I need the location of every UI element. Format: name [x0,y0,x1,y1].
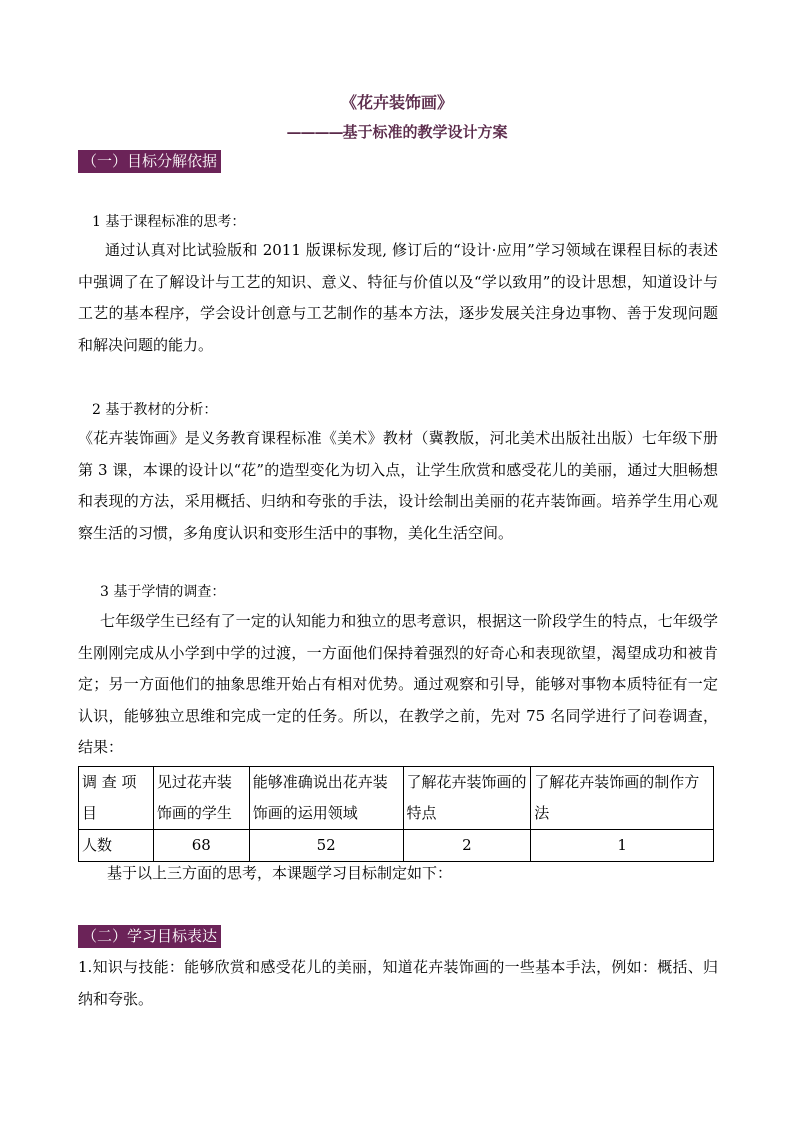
section-heading-2: （二）学习目标表达 [78,925,221,948]
table-row-label: 人数 [79,830,154,862]
item2-heading: 2 基于教材的分析： [92,402,218,418]
document-subtitle [0,121,794,142]
subtitle-text: 基于标准的教学设计方案 [342,123,508,141]
table-header-cell: 见过花卉装饰画的学生 [153,767,249,830]
item1-paragraph: 通过认真对比试验版和 2011 版课标发现, 修订后的“设计·应用”学习领域在课程目标的表述中强调了在了解设计与工艺的知识、意义、特征与价值以及“学以致用”的设计思想，知道设计与工艺的基本程序，学会设计创意与工艺制作的基本方法，逐步发展关注身边事物、善于发现问题和解决问题的能力。 [78,241,718,354]
table-cell: 1 [531,830,714,862]
goal-item-1: 1.知识与技能：能够欣赏和感受花儿的美丽，知道花卉装饰画的一些基本手法，例如：概括、归纳和夸张。 [78,958,718,1008]
document-title: 《花卉装饰画》 [340,93,453,112]
table-cell: 52 [249,830,403,862]
item2-paragraph: 《花卉装饰画》是义务教育课程标准《美术》教材（冀教版，河北美术出版社出版）七年级下册第 3 课，本课的设计以“花”的造型变化为切入点，让学生欣赏和感受花儿的美丽，通过大胆畅想和表现的方法，采用概括、归纳和夸张的手法，设计绘制出美丽的花卉装饰画。培养学生用心观察生活的习惯，多角度认识和变形生活中的事物，美化生活空间。 [78,429,718,542]
conclusion-text: 基于以上三方面的思考，本课题学习目标制定如下： [107,864,453,882]
table-header-cell: 了解花卉装饰画的制作方法 [531,767,714,830]
table-header-cell: 能够准确说出花卉装饰画的运用领域 [249,767,403,830]
survey-table [78,766,714,862]
table-cell: 2 [403,830,531,862]
table-header-row [79,767,714,830]
table-row [79,830,714,862]
table-cell: 68 [153,830,249,862]
section-heading-1: （一）目标分解依据 [78,150,221,173]
table-header-cell: 调 查 项目 [79,767,154,830]
table-header-cell: 了解花卉装饰画的特点 [403,767,531,830]
item3-paragraph: 七年级学生已经有了一定的认知能力和独立的思考意识，根据这一阶段学生的特点，七年级学生刚刚完成从小学到中学的过渡，一方面他们保持着强烈的好奇心和表现欲望，渴望成功和被肯定；另一方面他们的抽象思维开始占有相对优势。通过观察和引导，能够对事物本质特征有一定认识，能够独立思维和完成一定的任务。所以，在教学之前，先对 75 名同学进行了问卷调查，结果： [78,612,718,756]
item1-heading: 1 基于课程标准的思考： [92,214,246,230]
subtitle-dash: ———— [286,123,343,141]
item3-heading: 3 基于学情的调查： [100,584,226,600]
